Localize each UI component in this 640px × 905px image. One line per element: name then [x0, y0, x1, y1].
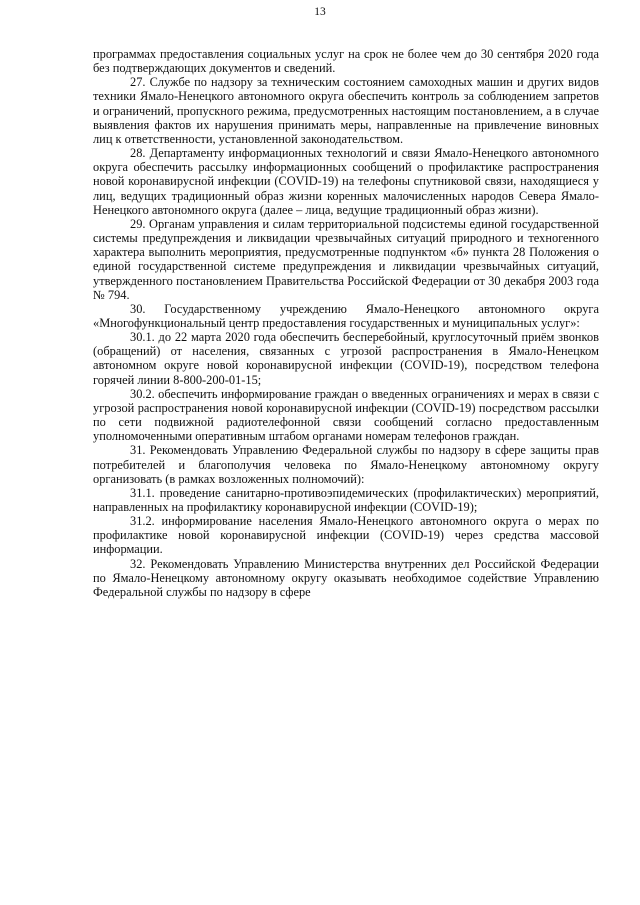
paragraph-31: 31. Рекомендовать Управлению Федеральной службы по надзору в сфере защиты прав потребителей и благополучия человека по Ямало-Ненецкому автономному округу организовать (в рамках возложенных полномочий): — [93, 443, 599, 486]
paragraph-29: 29. Органам управления и силам территориальной подсистемы единой государственной системы предупреждения и ликвидации чрезвычайных ситуаций природного и техногенного характера выполнить мероприятия, предусмотренные подпунктом «б» пункта 28 Положения о единой государственной системе предупреждения и ликвидации чрезвычайных ситуаций, утвержденного постановлением Правительства Российской Федерации от 30 декабря 2003 года № 794. — [93, 216, 599, 302]
document-body — [93, 47, 599, 599]
paragraph-continuation: программах предоставления социальных услуг на срок не более чем до 30 сентября 2020 года без подтверждающих документов и сведений. — [93, 47, 599, 76]
paragraph-31-1: 31.1. проведение санитарно-противоэпидемических (профилактических) мероприятий, направленных на профилактику коронавирусной инфекции (COVID-19); — [93, 485, 599, 514]
paragraph-28: 28. Департаменту информационных технологий и связи Ямало-Ненецкого автономного округа обеспечить рассылку информационных сообщений о профилактике распространения новой коронавирусной инфекции (COVID-19) на телефоны спутниковой связи, находящиеся у лиц, ведущих традиционный образ жизни коренных малочисленных народов Севера Ямало-Ненецкого автономного округа (далее – лица, ведущие традиционный образ жизни). — [93, 146, 599, 217]
paragraph-30-1: 30.1. до 22 марта 2020 года обеспечить бесперебойный, круглосуточный приём звонков (обращений) от населения, связанных с угрозой распространения в Ямало-Ненецком автономном округе новой коронавирусной инфекции (COVID-19), посредством телефона горячей линии 8-800-200-01-15; — [93, 330, 599, 387]
page-number: 13 — [314, 6, 326, 18]
paragraph-31-2: 31.2. информирование населения Ямало-Ненецкого автономного округа о мерах по профилактике новой коронавирусной инфекции (COVID-19) через средства массовой информации. — [93, 514, 599, 557]
paragraph-30: 30. Государственному учреждению Ямало-Ненецкого автономного округа «Многофункциональный центр предоставления государственных и муниципальных услуг»: — [93, 301, 599, 330]
paragraph-27: 27. Службе по надзору за техническим состоянием самоходных машин и других видов техники Ямало-Ненецкого автономного округа обеспечить контроль за соблюдением запретов и ограничений, пропускного режима, предусмотренных настоящим постановлением, а в случае выявления фактов их нарушения принимать меры, направленные на привлечение виновных лиц к ответственности, установленной законодательством. — [93, 75, 599, 146]
paragraph-30-2: 30.2. обеспечить информирование граждан о введенных ограничениях и мерах в связи с угрозой распространения новой коронавирусной инфекции (COVID-19) посредством рассылки по сети подвижной радиотелефонной связи сообщений согласно предоставленным уполномоченными оперативным штабом органами номерам телефонов граждан. — [93, 386, 599, 444]
paragraph-32: 32. Рекомендовать Управлению Министерства внутренних дел Российской Федерации по Ямало-Ненецкому автономному округу оказывать необходимое содействие Управлению Федеральной службы по надзору в сфере — [93, 556, 599, 599]
